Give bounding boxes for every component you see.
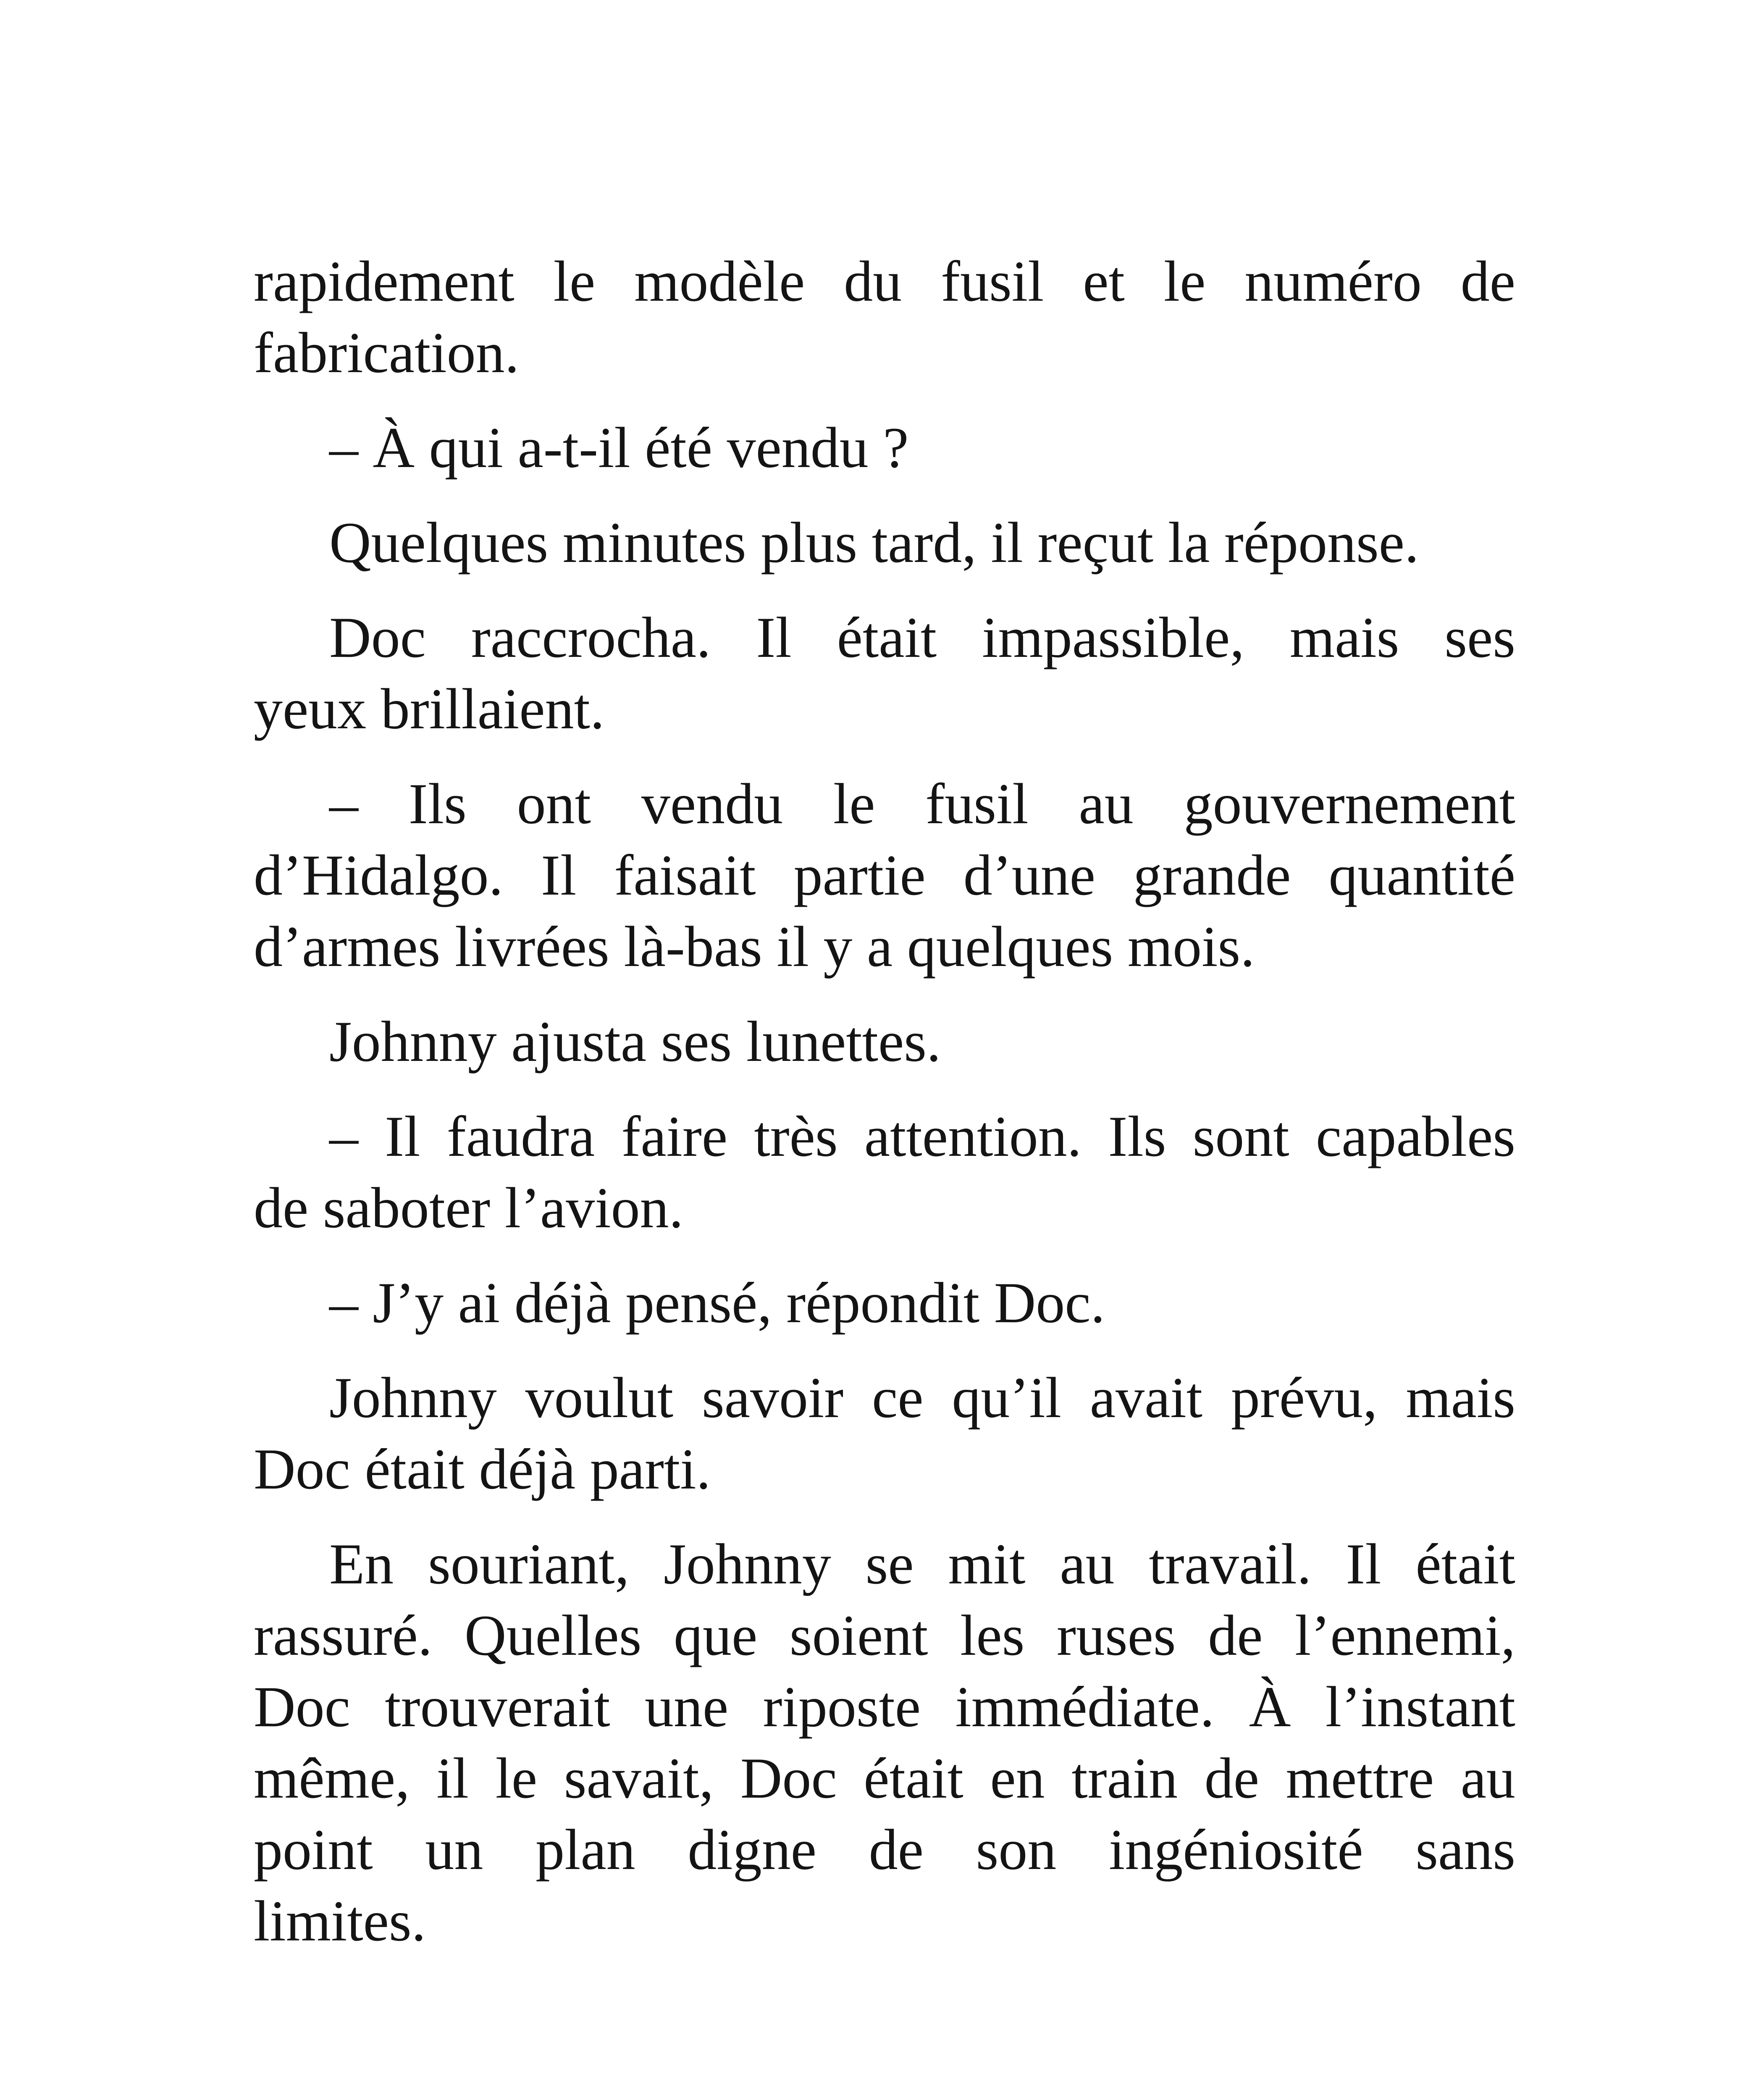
text-line: yeux brillaient. [254,677,605,741]
text-line: rapidement le modèle du fusil et le numéro de [254,249,1515,313]
paragraph [254,507,1515,578]
paragraph [254,1267,1515,1339]
text-line: Doc raccrocha. Il était impassible, mais ses [329,605,1515,669]
text-line: point un plan digne de son ingéniosité sans [254,1817,1515,1882]
text-line: Johnny voulut savoir ce qu’il avait prévu, mais [329,1365,1515,1430]
text-line: Doc était déjà parti. [254,1437,711,1501]
text-line: fabrication. [254,320,520,385]
paragraph [254,1362,1515,1505]
text-line: Quelques minutes plus tard, il reçut la réponse. [329,510,1419,575]
text-line: rassuré. Quelles que soient les ruses de l’ennemi, [254,1603,1515,1667]
paragraph [254,1006,1515,1077]
paragraph [254,1528,1515,1957]
paragraph [254,602,1515,745]
paragraph [254,412,1515,483]
paragraph [254,1101,1515,1244]
text-line: Johnny ajusta ses lunettes. [329,1009,941,1074]
text-line: d’Hidalgo. Il faisait partie d’une grande quantité [254,843,1515,907]
body-text [254,246,1515,1980]
text-line: – À qui a-t-il été vendu ? [329,415,909,480]
text-line: de saboter l’avion. [254,1176,684,1240]
text-line: même, il le savait, Doc était en train de mettre au [254,1746,1515,1810]
text-line: – J’y ai déjà pensé, répondit Doc. [329,1270,1105,1335]
paragraph [254,768,1515,982]
text-line: limites. [254,1889,426,1953]
text-line: – Il faudra faire très attention. Ils sont capables [329,1104,1515,1168]
text-line: – Ils ont vendu le fusil au gouvernement [329,772,1515,836]
paragraph [254,246,1515,388]
text-line: Doc trouverait une riposte immédiate. À l’instant [254,1675,1515,1739]
text-line: d’armes livrées là-bas il y a quelques mois. [254,914,1255,979]
text-line: En souriant, Johnny se mit au travail. Il était [329,1532,1515,1596]
